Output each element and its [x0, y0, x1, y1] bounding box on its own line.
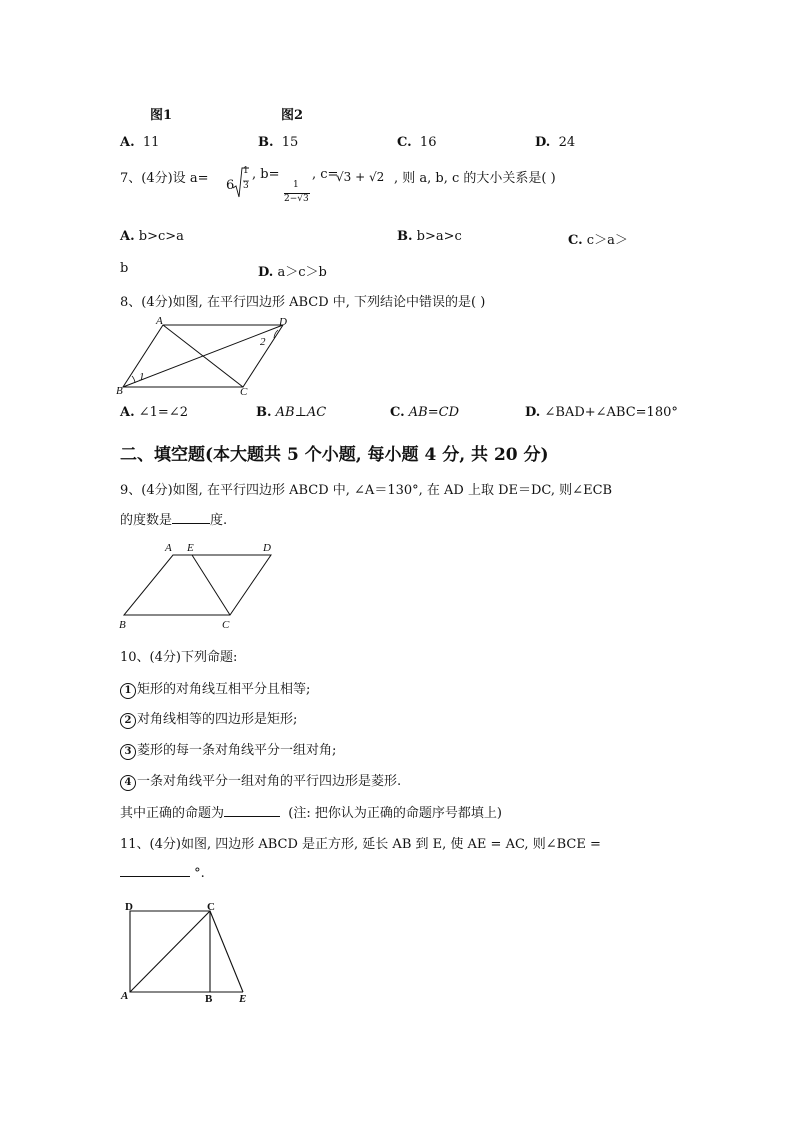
q11-label-d: D — [125, 901, 133, 913]
q9-line-1: 9、(4分)如图, 在平行四边形 ABCD 中, ∠A＝130°, 在 AD 上取 DE＝DC, 则∠ECB — [120, 483, 613, 498]
q10-answer-blank[interactable] — [224, 803, 280, 817]
q11-line-2: °. — [120, 863, 205, 881]
q7-option-d[interactable]: D. a＞c＞b — [258, 265, 327, 280]
q8-option-a[interactable]: A. ∠1=∠2 — [120, 405, 188, 420]
q8-option-d[interactable]: D. ∠BAD+∠ABC=180° — [525, 405, 678, 420]
q7-tail: , 则 a, b, c 的大小关系是( ) — [394, 171, 556, 186]
q8-option-b[interactable]: B. AB⊥AC — [256, 405, 327, 420]
q11-line-1: 11、(4分)如图, 四边形 ABCD 是正方形, 延长 AB 到 E, 使 AE = AC, 则∠BCE = — [120, 837, 601, 852]
q7-b-den: 2−√3 — [284, 194, 309, 204]
q7-c-expr: √3 + √2 — [336, 170, 385, 184]
q10-answer-line: 其中正确的命题为 (注: 把你认为正确的命题序号都填上) — [120, 802, 502, 821]
q7-a-den: 3 — [243, 181, 249, 191]
q6-option-a[interactable]: A. 11 — [120, 135, 160, 150]
q6-option-d[interactable]: D. 24 — [535, 135, 576, 150]
q8-angle-2: 2 — [260, 336, 266, 348]
q9-answer-blank[interactable] — [172, 510, 210, 524]
q11-label-a: A — [121, 990, 129, 1002]
figure-caption-2: 图2 — [281, 108, 304, 123]
q11-answer-blank[interactable] — [120, 863, 190, 877]
figure-caption-1: 图1 — [150, 108, 173, 123]
q8-stem: 8、(4分)如图, 在平行四边形 ABCD 中, 下列结论中错误的是( ) — [120, 295, 486, 310]
q8-parallelogram-figure — [116, 314, 296, 400]
q7-option-a[interactable]: A. b>c>a — [120, 229, 184, 244]
q7-number: 7、(4分)设 a= — [120, 171, 209, 186]
q9-label-e: E — [187, 542, 194, 554]
q9-label-b: B — [119, 619, 126, 631]
q8-label-b: B — [116, 385, 123, 397]
q10-item-3: 3 菱形的每一条对角线平分一组对角; — [120, 739, 336, 760]
q8-label-c: C — [240, 386, 248, 398]
q9-label-a: A — [165, 542, 172, 554]
q7-a-num: 1 — [243, 166, 249, 176]
q7-b-label: , b= — [252, 167, 280, 182]
q10-item-2: 2 对角线相等的四边形是矩形; — [120, 708, 297, 729]
q9-parallelogram-figure — [116, 538, 286, 632]
q9-line-2: 的度数是 度. — [120, 509, 227, 528]
q7-b-num: 1 — [293, 180, 299, 190]
q11-square-figure — [118, 898, 258, 1006]
q10-item-4: 4 一条对角线平分一组对角的平行四边形是菱形. — [120, 770, 401, 791]
q7-option-b[interactable]: B. b>a>c — [397, 229, 462, 244]
q7-c-label: , c= — [312, 167, 339, 182]
q9-label-d: D — [263, 542, 271, 554]
q8-label-d: D — [279, 316, 287, 328]
q8-angle-1: 1 — [139, 371, 145, 383]
q11-label-b: B — [205, 993, 213, 1005]
q10-item-1: 1 矩形的对角线互相平分且相等; — [120, 678, 310, 699]
q11-label-c: C — [207, 901, 215, 913]
q6-option-b[interactable]: B. 15 — [258, 135, 299, 150]
q7-a-coef: 6 — [226, 178, 235, 193]
q7-option-c-wrap: b — [120, 261, 129, 276]
q7-option-c[interactable]: C. c＞a＞ — [568, 233, 628, 248]
q6-option-c[interactable]: C. 16 — [397, 135, 437, 150]
q11-label-e: E — [239, 993, 247, 1005]
q10-title: 10、(4分)下列命题: — [120, 650, 238, 665]
q8-label-a: A — [156, 315, 163, 327]
q8-option-c[interactable]: C. AB=CD — [390, 405, 460, 420]
section-2-title: 二、填空题(本大题共 5 个小题, 每小题 4 分, 共 20 分) — [120, 445, 549, 465]
q9-label-c: C — [222, 619, 230, 631]
